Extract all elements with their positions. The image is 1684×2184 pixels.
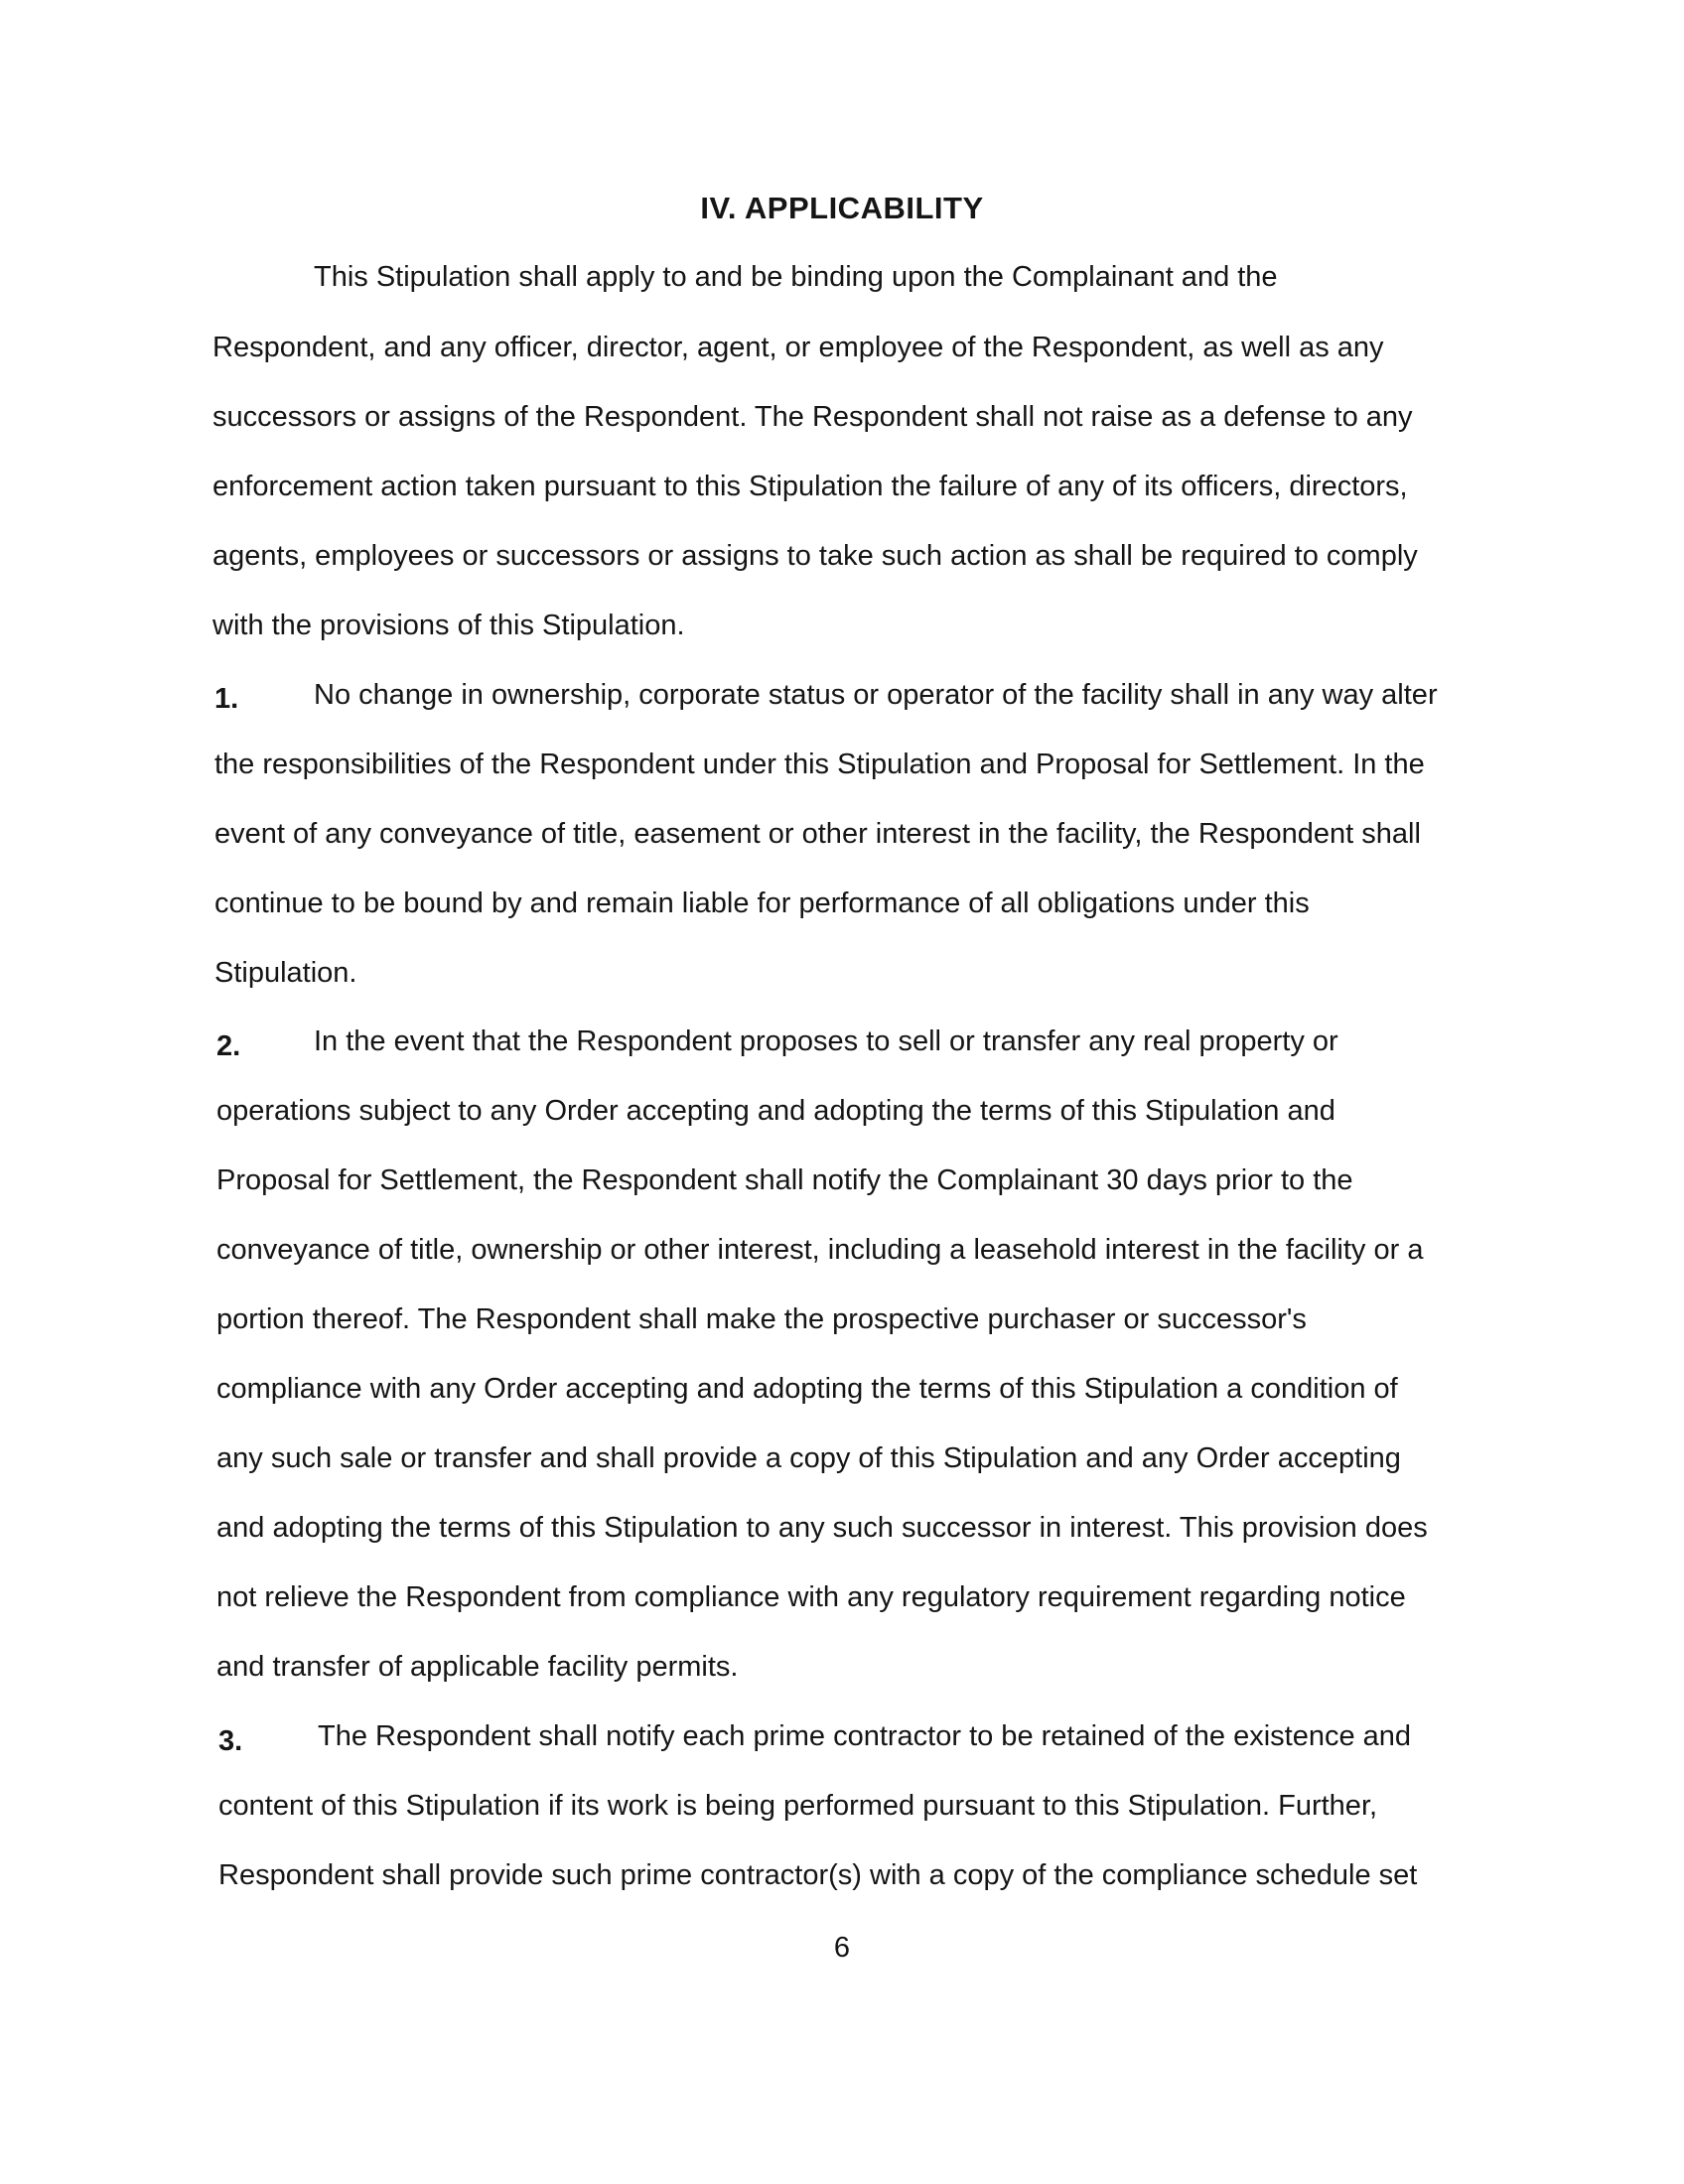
- item-line: continue to be bound by and remain liable for performance of all obligations under this: [214, 887, 1310, 919]
- item-line: conveyance of title, ownership or other interest, including a leasehold interest in the facility or a: [216, 1234, 1424, 1266]
- item-line: any such sale or transfer and shall provide a copy of this Stipulation and any Order accepting: [216, 1442, 1401, 1474]
- item-line: compliance with any Order accepting and adopting the terms of this Stipulation a condition of: [216, 1373, 1398, 1405]
- item-line: The Respondent shall notify each prime contractor to be retained of the existence and: [318, 1720, 1412, 1752]
- item-line: No change in ownership, corporate status or operator of the facility shall in any way alter: [314, 679, 1438, 711]
- item-line: In the event that the Respondent proposes to sell or transfer any real property or: [314, 1025, 1338, 1057]
- item-line: Stipulation.: [214, 957, 357, 989]
- item-line: Respondent shall provide such prime contractor(s) with a copy of the compliance schedule set: [218, 1859, 1418, 1891]
- intro-line: Respondent, and any officer, director, agent, or employee of the Respondent, as well as any: [212, 332, 1384, 363]
- item-line: portion thereof. The Respondent shall make the prospective purchaser or successor's: [216, 1303, 1307, 1335]
- item-line: not relieve the Respondent from compliance with any regulatory requirement regarding notice: [216, 1581, 1406, 1613]
- item-line: the responsibilities of the Respondent under this Stipulation and Proposal for Settlement. In the: [214, 749, 1425, 780]
- item-line: and transfer of applicable facility permits.: [216, 1651, 739, 1683]
- item-line: and adopting the terms of this Stipulation to any such successor in interest. This provision does: [216, 1512, 1428, 1544]
- intro-line: agents, employees or successors or assigns to take such action as shall be required to comply: [212, 540, 1418, 572]
- intro-line: enforcement action taken pursuant to this Stipulation the failure of any of its officers, directors,: [212, 471, 1408, 502]
- item-number: 2.: [216, 1030, 241, 1062]
- intro-line: successors or assigns of the Respondent. The Respondent shall not raise as a defense to any: [212, 401, 1413, 433]
- item-line: operations subject to any Order accepting and adopting the terms of this Stipulation and: [216, 1095, 1335, 1127]
- section-heading: IV. APPLICABILITY: [700, 191, 984, 225]
- item-line: Proposal for Settlement, the Respondent shall notify the Complainant 30 days prior to the: [216, 1164, 1353, 1196]
- item-line: event of any conveyance of title, easement or other interest in the facility, the Respondent shall: [214, 818, 1421, 850]
- item-line: content of this Stipulation if its work is being performed pursuant to this Stipulation. Further,: [218, 1790, 1378, 1822]
- page-number: 6: [833, 1932, 851, 1964]
- intro-line: with the provisions of this Stipulation.: [212, 610, 685, 641]
- item-number: 3.: [218, 1725, 243, 1757]
- intro-line: This Stipulation shall apply to and be binding upon the Complainant and the: [314, 261, 1278, 293]
- item-number: 1.: [214, 683, 239, 715]
